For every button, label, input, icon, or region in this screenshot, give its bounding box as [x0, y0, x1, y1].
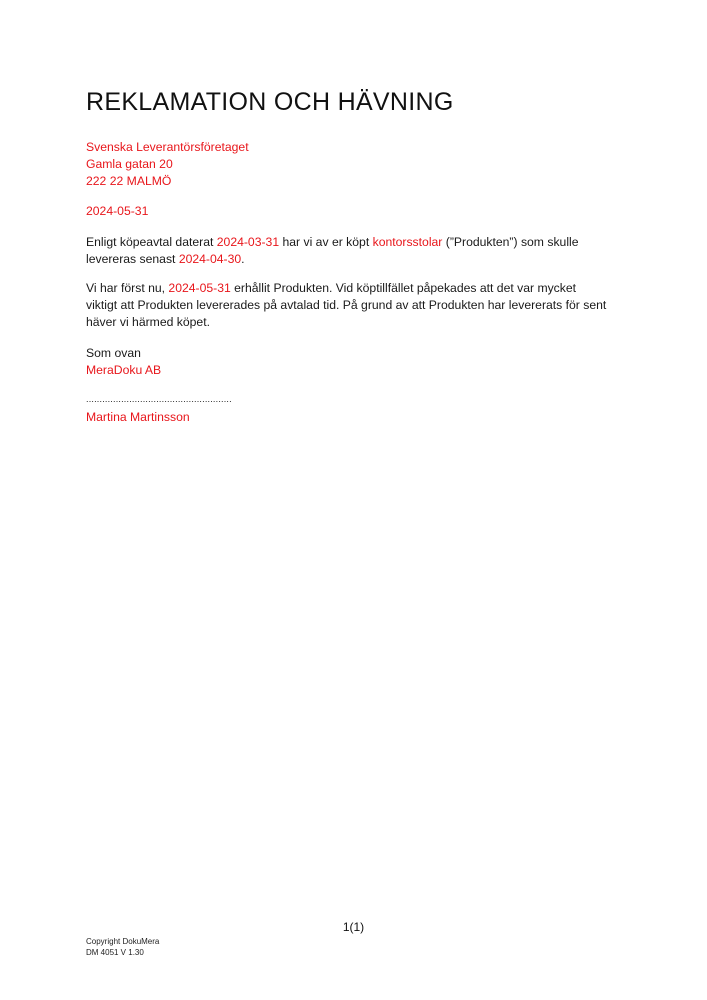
para1-text-1: Enligt köpeavtal daterat	[86, 235, 217, 249]
footer-copyright: Copyright DokuMera	[86, 937, 160, 946]
product-name: kontorsstolar	[372, 235, 443, 249]
document-title: REKLAMATION OCH HÄVNING	[86, 88, 454, 116]
recipient-street: Gamla gatan 20	[86, 157, 173, 171]
sender-company: MeraDoku AB	[86, 363, 162, 377]
signer-name: Martina Martinsson	[86, 410, 190, 424]
recipient-postal: 222 22 MALMÖ	[86, 174, 172, 188]
recipient-address	[86, 139, 249, 190]
recipient-company: Svenska Leverantörsföretaget	[86, 140, 249, 154]
para2-text-1: Vi har först nu,	[86, 281, 169, 295]
para1-text-4: levereras senast	[86, 252, 179, 266]
closing-greeting: Som ovan	[86, 346, 141, 360]
page-number: 1(1)	[342, 920, 365, 934]
footer-version: DM 4051 V 1.30	[86, 948, 144, 957]
letter-date: 2024-05-31	[86, 204, 149, 218]
para1-text-3: (”Produkten”) som skulle	[442, 235, 579, 249]
received-date: 2024-05-31	[168, 281, 231, 295]
contract-date: 2024-03-31	[216, 235, 280, 249]
para2-line-2: viktigt att Produkten levererades på avtalad tid. På grund av att Produkten har levererats för sent	[86, 298, 607, 312]
signature-line: ......................................................	[86, 394, 232, 404]
para1-text-5: .	[241, 252, 245, 266]
para1-text-2: har vi av er köpt	[279, 235, 373, 249]
paragraph-purchase	[86, 234, 626, 268]
delivery-date: 2024-04-30	[178, 252, 242, 266]
paragraph-cancellation	[86, 280, 626, 331]
para2-text-2: erhållit Produkten. Vid köptillfället påpekades att det var mycket	[230, 281, 577, 295]
para2-line-3: häver vi härmed köpet.	[86, 315, 210, 329]
